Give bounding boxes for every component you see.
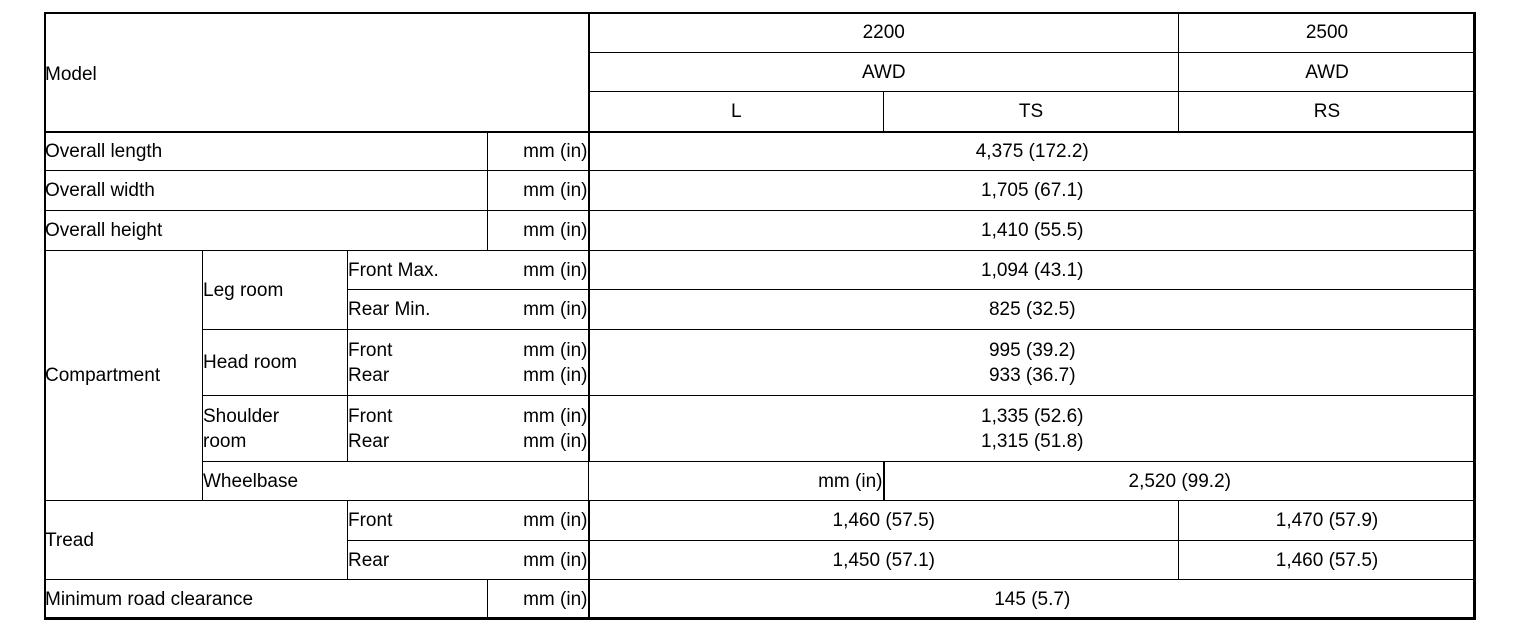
trim-ts-header: TS — [884, 92, 1179, 132]
unit-label: mm (in) — [523, 339, 588, 361]
unit-label: mm (in) — [589, 462, 884, 501]
overall-width-value: 1,705 (67.1) — [589, 171, 1476, 211]
trim-l-header: L — [589, 92, 884, 132]
head-room-rear-label: Rear — [348, 364, 390, 386]
unit-label: mm (in) — [488, 132, 589, 171]
table-outer-border — [44, 12, 1475, 619]
tread-label: Tread — [45, 501, 348, 580]
head-room-label: Head room — [203, 330, 348, 396]
wheelbase-value: 2,520 (99.2) — [884, 462, 1476, 501]
leg-room-label: Leg room — [203, 251, 348, 330]
unit-label: mm (in) — [488, 290, 589, 330]
overall-width-label: Overall width — [45, 171, 488, 211]
tread-rear-2200-value: 1,450 (57.1) — [589, 541, 1179, 580]
min-clearance-label: Minimum road clearance — [45, 580, 488, 620]
tread-rear-label: Rear — [348, 541, 488, 580]
wheelbase-label: Wheelbase — [203, 462, 589, 501]
leg-room-rear-min-value: 825 (32.5) — [589, 290, 1476, 330]
overall-length-value: 4,375 (172.2) — [589, 132, 1476, 171]
head-room-front-value: 995 (39.2) — [988, 339, 1076, 361]
tread-rear-2500-value: 1,460 (57.5) — [1179, 541, 1476, 580]
model-header: Model — [45, 13, 589, 132]
unit-label: mm (in) — [523, 430, 588, 452]
unit-label: mm (in) — [523, 364, 588, 386]
drive-2200-header: AWD — [589, 53, 1179, 92]
overall-height-label: Overall height — [45, 211, 488, 251]
tread-front-label: Front — [348, 501, 488, 541]
shoulder-room-label-line2: room — [203, 430, 247, 452]
head-room-rear-value: 933 (36.7) — [988, 364, 1076, 386]
head-room-front-label: Front — [348, 339, 393, 361]
unit-label: mm (in) — [488, 580, 589, 620]
leg-room-front-max-value: 1,094 (43.1) — [589, 251, 1476, 290]
unit-label: mm (in) — [523, 405, 588, 427]
trim-rs-header: RS — [1179, 92, 1476, 132]
overall-height-value: 1,410 (55.5) — [589, 211, 1476, 251]
shoulder-room-label-line1: Shoulder — [203, 405, 280, 427]
shoulder-room-front-value: 1,335 (52.6) — [981, 405, 1084, 427]
overall-length-label: Overall length — [45, 132, 488, 171]
drive-2500-header: AWD — [1179, 53, 1476, 92]
leg-room-front-max-label: Front Max. — [348, 251, 488, 290]
compartment-label: Compartment — [45, 251, 203, 501]
shoulder-room-rear-value: 1,315 (51.8) — [981, 430, 1084, 452]
tread-front-2200-value: 1,460 (57.5) — [589, 501, 1179, 541]
unit-label: mm (in) — [488, 211, 589, 251]
tread-front-2500-value: 1,470 (57.9) — [1179, 501, 1476, 541]
model-2200-header: 2200 — [589, 13, 1179, 53]
unit-label: mm (in) — [488, 251, 589, 290]
min-clearance-value: 145 (5.7) — [589, 580, 1476, 620]
leg-room-rear-min-label: Rear Min. — [348, 290, 488, 330]
unit-label: mm (in) — [488, 501, 589, 541]
shoulder-room-rear-label: Rear — [348, 430, 390, 452]
shoulder-room-front-label: Front — [348, 405, 393, 427]
unit-label: mm (in) — [488, 171, 589, 211]
model-2500-header: 2500 — [1179, 13, 1476, 53]
unit-label: mm (in) — [488, 541, 589, 580]
